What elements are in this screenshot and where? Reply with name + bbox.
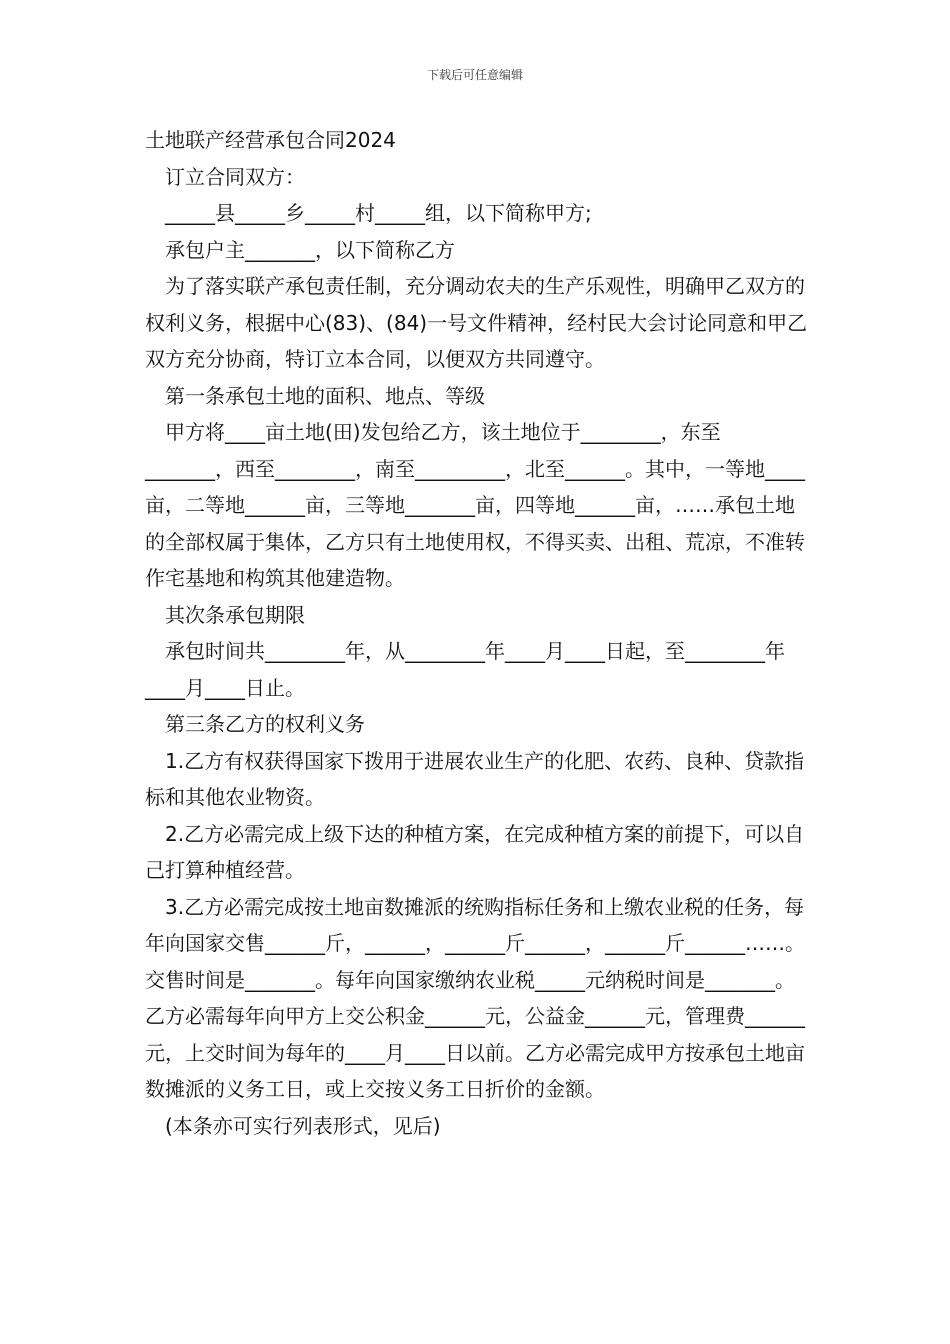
article-1-heading: 第一条承包土地的面积、地点、等级 (165, 383, 485, 408)
article-3-heading: 第三条乙方的权利义务 (165, 712, 365, 736)
article-3-item-3: 3.乙方必需完成按土地亩数摊派的统购指标任务和上缴农业税的任务，每年向国家交售______斤，______，______斤______，______斤______……。交售时间是_______。每年向国家缴纳农业税_____元纳税时间是_______。乙方必需每年向甲方上交公积金______元，公益金______元，管理费______元，上交时间为每年的____月____日以前。乙方必需完成甲方按承包土地亩数摊派的义务工日，或上交按义务工日折价的金额。 (145, 894, 805, 1101)
article-3-item-2: 2.乙方必需完成上级下达的种植方案，在完成种植方案的前提下，可以自己打算种植经营。 (145, 821, 805, 882)
article-2-heading: 其次条承包期限 (165, 602, 305, 627)
paragraph-preamble: 为了落实联产承包责任制，充分调动农夫的生产乐观性，明确甲乙双方的权利义务，根据中心(83)、(84)一号文件精神，经村民大会讨论同意和甲乙双方充分协商，特订立本合同，以便双方共同遵守。 (145, 274, 808, 371)
document-title: 土地联产经营承包合同2024 (145, 128, 396, 152)
paragraph-party-a: _____县_____乡_____村_____组，以下简称甲方; (165, 201, 592, 225)
document-body (145, 122, 810, 1144)
article-3-item-1: 1.乙方有权获得国家下拨用于进展农业生产的化肥、农药、良种、贷款指标和其他农业物资。 (145, 748, 805, 809)
article-2-body: 承包时间共________年，从________年____月____日起，至________年____月____日止。 (145, 639, 785, 700)
page-header: 下载后可任意编辑 (426, 68, 523, 82)
paragraph-parties-heading: 订立合同双方： (165, 164, 305, 189)
article-3-note: (本条亦可实行列表形式，见后) (165, 1113, 441, 1138)
paragraph-party-b: 承包户主_______，以下简称乙方 (165, 237, 455, 262)
article-1-body: 甲方将____亩土地(田)发包给乙方，该土地位于________，东至_______，西至________，南至_________，北至______。其中，一等地____亩，二等地______亩，三等地_______亩，四等地______亩，……承包土地的全部权属于集体，乙方只有土地使用权，不得买卖、出租、荒凉，不准转作宅基地和构筑其他建造物。 (145, 420, 805, 590)
